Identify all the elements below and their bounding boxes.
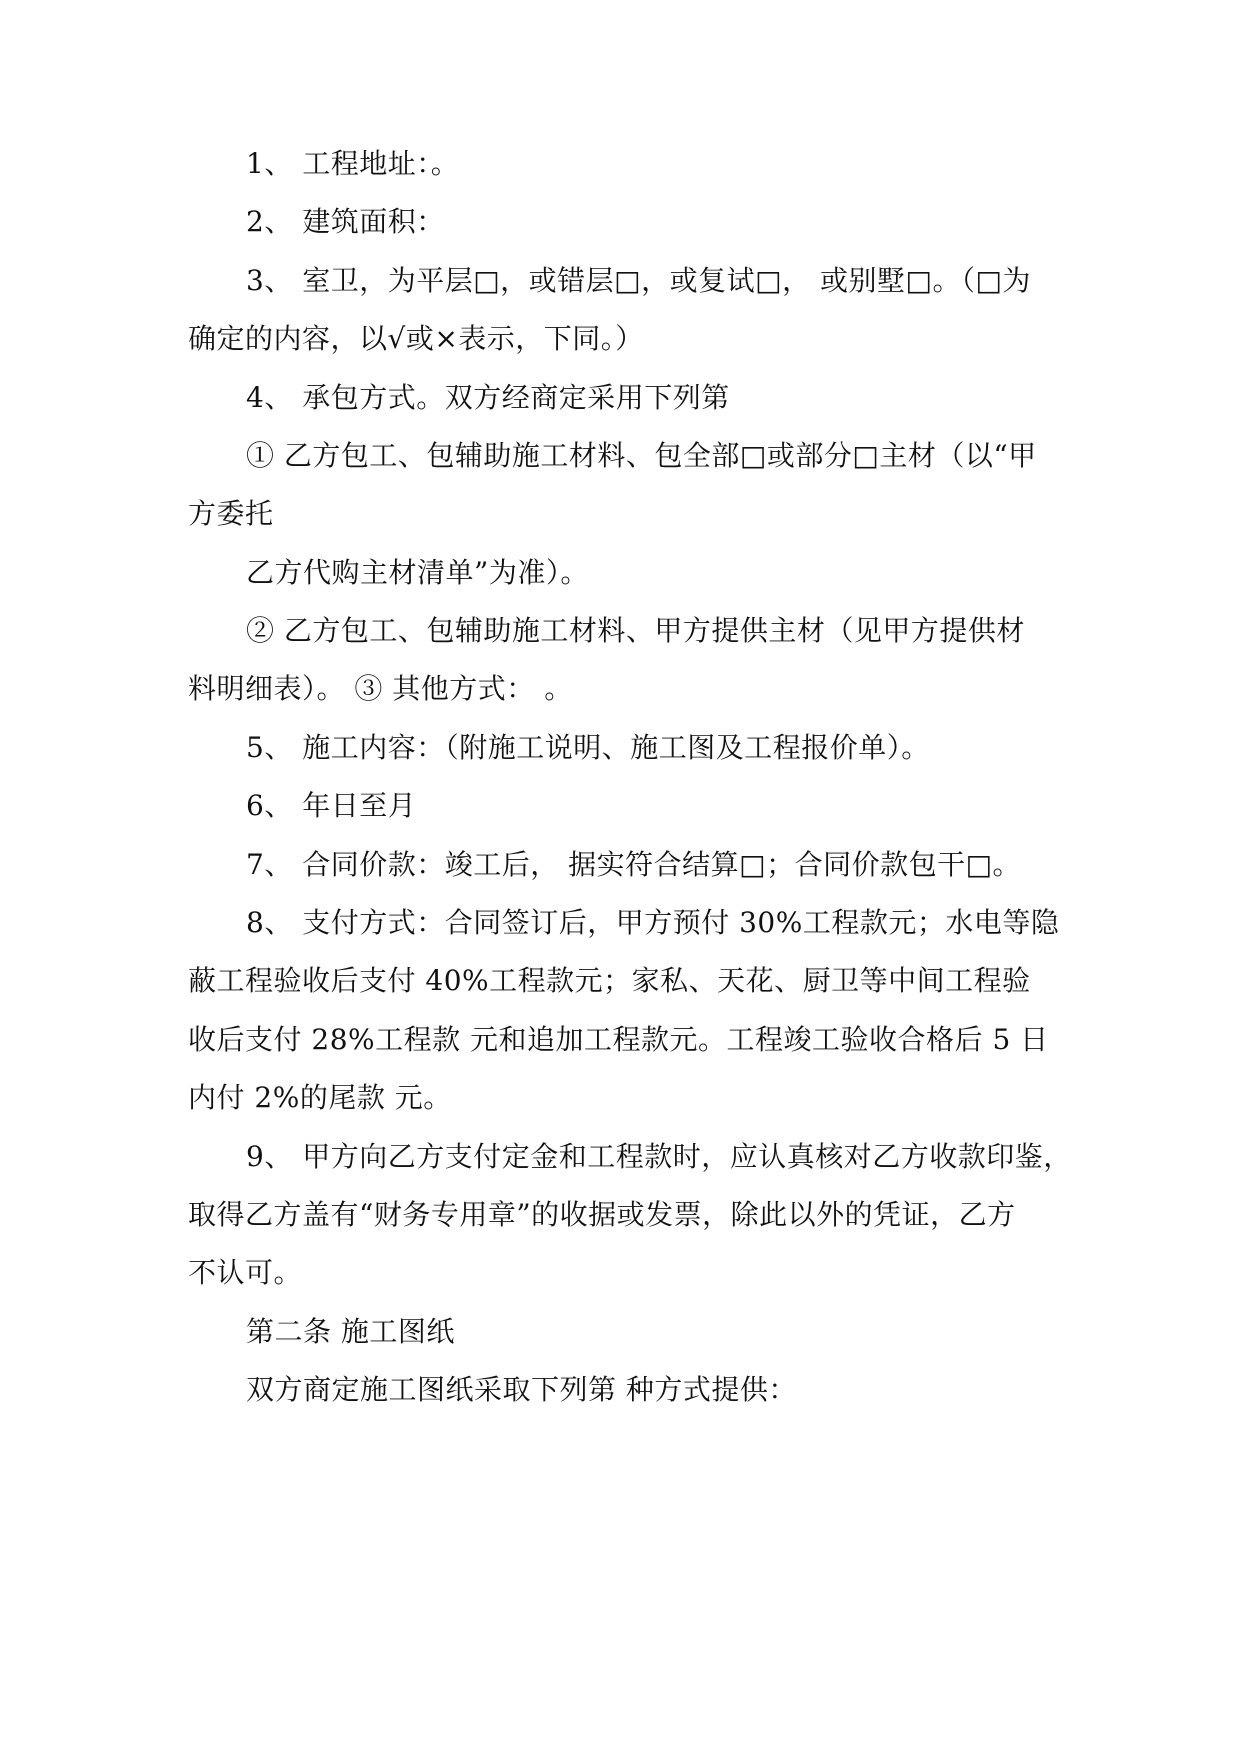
clause-7-price: 7、 合同价款：竣工后， 据实符合结算□；合同价款包干□。: [246, 848, 1022, 881]
clause-4-option-1: ① 乙方包工、包辅助施工材料、包全部□或部分□主材（以“甲: [246, 439, 1037, 472]
clause-8-payment: 8、 支付方式：合同签订后，甲方预付 30%工程款元；水电等隐: [246, 906, 1060, 939]
clause-3-room-type: 3、 室卫，为平层□，或错层□，或复试□， 或别墅□。（□为: [246, 264, 1031, 297]
clause-8-payment-cont-3: 内付 2%的尾款 元。: [188, 1081, 452, 1114]
clause-4-option-1-cont: 方委托: [188, 497, 274, 530]
clause-4-contract-mode: 4、 承包方式。双方经商定采用下列第: [246, 381, 730, 414]
clause-2-area: 2、 建筑面积：: [246, 205, 445, 238]
clause-9-receipt: 9、 甲方向乙方支付定金和工程款时，应认真核对乙方收款印鉴，: [246, 1140, 1072, 1173]
clause-6-period: 6、 年日至月: [246, 789, 417, 822]
clause-1-address: 1、 工程地址：。: [246, 147, 460, 180]
article-2-drawings: 双方商定施工图纸采取下列第 种方式提供：: [246, 1373, 797, 1406]
clause-5-content: 5、 施工内容：（附施工说明、施工图及工程报价单）。: [246, 731, 930, 764]
clause-4-option-2: ② 乙方包工、包辅助施工材料、甲方提供主材（见甲方提供材: [246, 614, 1025, 647]
clause-4-option-1-cont-2: 乙方代购主材清单”为准）。: [246, 556, 589, 589]
clause-4-option-2-cont: 料明细表）。 ③ 其他方式： 。: [188, 672, 573, 705]
clause-8-payment-cont-2: 收后支付 28%工程款 元和追加工程款元。工程竣工验收合格后 5 日: [188, 1023, 1049, 1056]
clause-9-receipt-cont-2: 不认可。: [188, 1256, 303, 1289]
clause-9-receipt-cont-1: 取得乙方盖有“财务专用章”的收据或发票，除此以外的凭证，乙方: [188, 1198, 1016, 1231]
clause-3-room-type-cont: 确定的内容，以√或×表示，下同。）: [188, 322, 644, 355]
article-2-heading: 第二条 施工图纸: [246, 1315, 455, 1348]
clause-8-payment-cont-1: 蔽工程验收后支付 40%工程款元；家私、天花、厨卫等中间工程验: [188, 964, 1031, 997]
